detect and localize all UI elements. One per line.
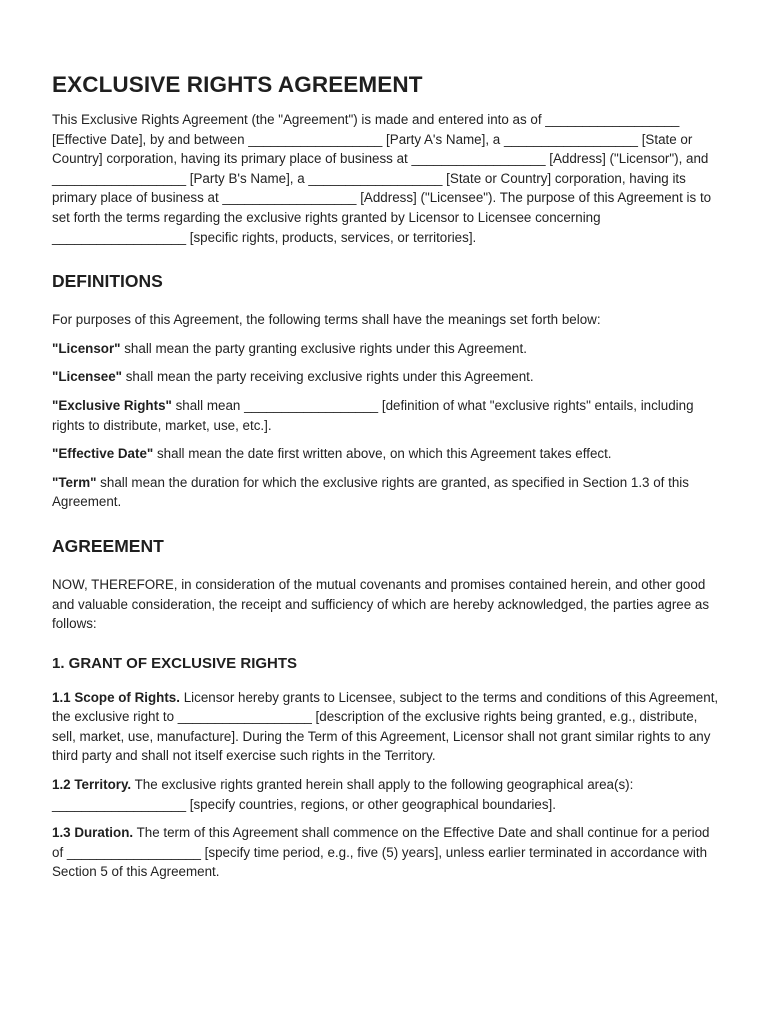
definition-term: "Term": [52, 474, 97, 490]
definition-term: "Licensor": [52, 340, 121, 356]
clause-label: 1.3 Duration.: [52, 825, 134, 841]
definition-exclusive-rights: [52, 396, 720, 435]
clause-text: The term of this Agreement shall commence on the Effective Date and shall continue for a period of __________________ [specify time period, e.g., five (5) years], unless earlier terminated in accordance with Section 5 of this Agreement.: [52, 825, 710, 880]
definition-effective-date: [52, 444, 720, 464]
agreement-lead: NOW, THEREFORE, in consideration of the mutual covenants and promises contained herein, and other good and valuable consideration, the receipt and sufficiency of which are hereby acknowledged, the parties agree as follows:: [52, 576, 710, 632]
definition-text: shall mean __________________ [definition of what "exclusive rights" entails, including rights to distribute, market, use, etc.].: [52, 397, 694, 433]
definition-term: "Licensee": [52, 369, 123, 385]
definitions-lead: For purposes of this Agreement, the following terms shall have the meanings set forth below:: [52, 312, 601, 328]
definition-term-entry: [52, 473, 720, 512]
clause-1-3: [52, 823, 720, 882]
clause-label: 1.1 Scope of Rights.: [52, 689, 180, 705]
definitions-heading: DEFINITIONS: [52, 271, 163, 292]
definition-text: shall mean the party granting exclusive rights under this Agreement.: [120, 340, 527, 356]
clause-text: The exclusive rights granted herein shall apply to the following geographical area(s): __________________ [specify countries, regions, or other geographical boundaries].: [52, 777, 634, 812]
clause-label: 1.2 Territory.: [52, 777, 132, 793]
clause-text: Licensor hereby grants to Licensee, subject to the terms and conditions of this Agreement, the exclusive right to __________________ [description of the exclusive rights being granted, e.g., distribute, sell, market, use, manufacture]. During the Term of this Agreement, Licensor shall not grant similar rights to any third party and shall not itself exercise such rights in the Territory.: [52, 689, 719, 764]
definition-term: "Effective Date": [52, 446, 154, 462]
definition-term: "Exclusive Rights": [52, 397, 172, 413]
clause-1-2: [52, 775, 720, 814]
definition-licensor: [52, 339, 720, 359]
section-1-heading: 1. GRANT OF EXCLUSIVE RIGHTS: [52, 654, 298, 672]
definition-licensee: [52, 367, 720, 387]
definition-text: shall mean the party receiving exclusive rights under this Agreement.: [122, 369, 534, 385]
definition-text: shall mean the duration for which the exclusive rights are granted, as specified in Section 1.3 of this Agreement.: [52, 474, 689, 510]
intro-paragraph: This Exclusive Rights Agreement (the "Agreement") is made and entered into as of __________________ [Effective Date], by and between __________________ [Party A's Name], a __________________ [State or Country] corporation, having its primary place of business at __________________ [Address] ("Licensor"), and __________________ [Party B's Name], a __________________ [State or Country] corporation, having its primary place of business at __________________ [Address] ("Licensee"). The purpose of this Agreement is to set forth the terms regarding the exclusive rights granted by Licensor to Licensee concerning __________________ [specific rights, products, services, or territories].: [52, 112, 712, 245]
document-title: EXCLUSIVE RIGHTS AGREEMENT: [52, 72, 423, 97]
definition-text: shall mean the date first written above, on which this Agreement takes effect.: [153, 446, 612, 462]
clause-1-1: [52, 688, 720, 766]
agreement-heading: AGREEMENT: [52, 535, 164, 556]
